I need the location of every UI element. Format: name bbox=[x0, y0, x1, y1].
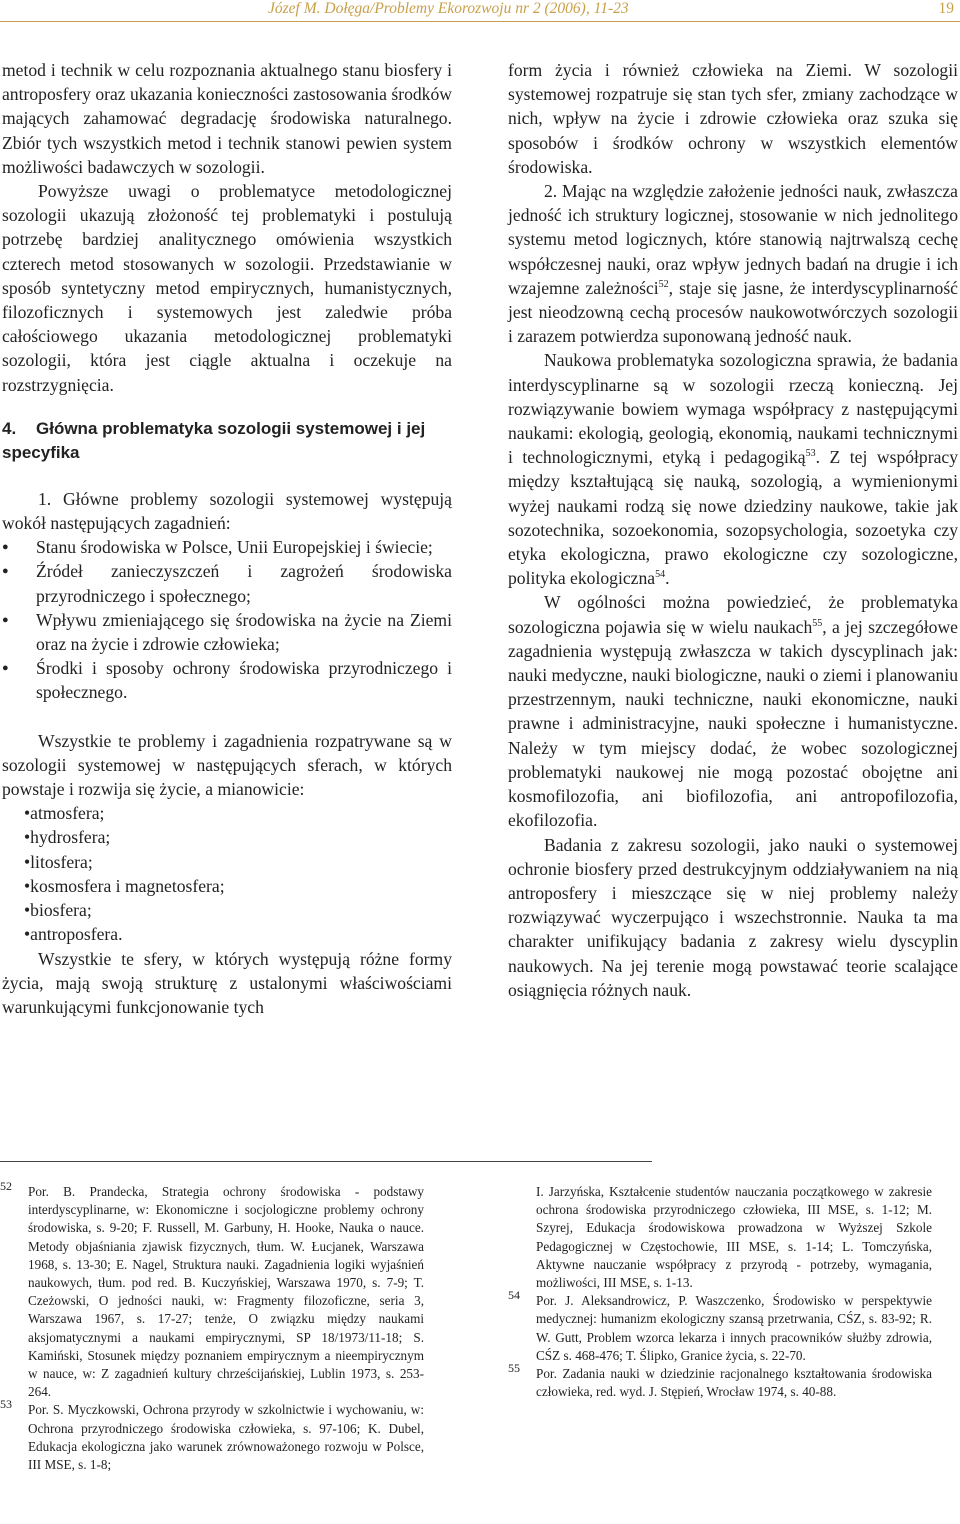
list-item: ● Wpływu zmieniającego się środowiska na życie na Ziemi oraz na życie i zdrowie człowieka; bbox=[2, 608, 452, 656]
paragraph: 1. Główne problemy sozologii systemowej występują wokół następujących zagadnień: bbox=[2, 488, 452, 534]
list-item: ● Źródeł zanieczyszczeń i zagrożeń środowiska przyrodniczego i społecznego; bbox=[2, 559, 452, 607]
paragraph: W ogólności można powiedzieć, że problematyka sozologiczna pojawia się w wielu naukach$^{55}$, a jej szczegółowe zagadnienia występują zwłaszcza w takich dyscyplinach jak: nauki medyczne, nauki biologiczne, nauki o ziemi i planowaniu przestrzennym, nauki techniczne, nauki ekonomiczne, nauki prawne i administracyjne, nauki społeczne i humanistyczne. Należy w tym miejscy dodać, że wobec sozologicznej problematyki naukowej nie mogą pozostać obojętne ani kosmofilozofia, ani biofilozofia, ani antropofilozofia, ekofilozofia. bbox=[508, 592, 958, 831]
paragraph: Wszystkie te sfery, w których występują różne formy życia, mają swoją strukturę z ustalonymi właściwościami warunkującymi funkcjonowanie tych bbox=[2, 948, 452, 1017]
header-rule bbox=[0, 21, 960, 22]
list-item: ● Stanu środowiska w Polsce, Unii Europejskiej i świecie; bbox=[2, 535, 452, 559]
paragraph: Naukowa problematyka sozologiczna sprawia, że badania interdyscyplinarne są w sozologii rzeczą konieczną. Jej rozwiązywanie bowiem wymaga współpracy z następującymi naukami: ekologią, geologią, ekonomią, naukami technicznymi i technologicznymi, etyką i pedagogiką$^{53}$. Z tej współpracy między kształtującą się nauką, sozologią, a wymienionymi wyżej naukami rodzą się nowe dziedziny naukowe, takie jak sozotechnika, sozoekonomia, sozopsychologia, sozoetyka czy etyka ekologiczna, prawo ekologiczne czy sozologiczne, polityka ekologiczna$^{54}$. bbox=[508, 350, 958, 589]
page-header bbox=[0, 0, 960, 24]
sphere-list bbox=[2, 801, 452, 946]
footnote-number: 52 bbox=[0, 1179, 12, 1193]
list-item: • litosfera; bbox=[2, 850, 452, 874]
footnote-number: 53 bbox=[0, 1397, 12, 1412]
page-number: 19 bbox=[938, 0, 954, 17]
footnote-ref[interactable]: 55 bbox=[812, 617, 823, 629]
paragraph: Badania z zakresu sozologii, jako nauki o systemowej ochronie biosfery przed destrukcyjnym oddziaływaniem na nią antroposfery i mieszczące się w niej problemy należy rozwiązywać wyczerpująco i wszechstronnie. Nauka ta ma charakter unifikujący badania z zakresy wielu dyscyplin naukowych. Na jej terenie mogą powstawać teorie scalające osiągnięcia różnych nauk. bbox=[508, 834, 958, 1000]
paragraph: 2. Mając na względzie założenie jedności nauk, zwłaszcza jedność ich struktury logicznej, stosowanie w nich jednolitego systemu metod logicznych, które stanowią najtrwalszą cechę współczesnej nauki, oraz wpływ jednych badań na drugie i ich wzajemne zależności$^{52}$, staje się jasne, że interdyscyplinarność jest nieodzowną cechą procesów naukowotwórczych sozologii i zarazem potwierdza suponowaną jedność nauk. bbox=[508, 181, 958, 347]
footnote-52: 52 Por. B. Prandecka, Strategia ochrony środowiska - podstawy interdyscyplinarne, w: Ekonomiczne i socjologiczne problemy ochrony środowiska, s. 9-20; F. Russell, M. Garbuny, H. Hooke, Nauka o nauce. Metody objaśniania zjawisk fizycznych, tłum. W. Łucjanek, Warszawa 1968, s. 13-30; E. Nagel, Struktura nauki. Zagadnienia logiki wyjaśnień naukowych, tłum. pod red. B. Kuczyńskiej, Warszawa 1970, s. 7-9; T. Czeżowski, O jedności nauki, w: Fragmenty filozoficzne, seria 3, Warszawa 1967, s. 17-27; tenże, O związku między naukami aksjomatycznymi a naukami empirycznymi, SP 18/1973/11-18; S. Kamiński, Stosunek między poznaniem empirycznym a nieempirycznym w nauce, w: Z zagadnień kultury chrześcijańskiej, Lublin 1973, s. 253-264. bbox=[0, 1179, 424, 1400]
paragraph: metod i technik w celu rozpoznania aktualnego stanu biosfery i antroposfery oraz ukazania konieczności zastosowania środków mających zahamować degradację środowiska naturalnego. Zbiór tych wszystkich metod i technik stanowi pewien system możliwości badawczych w sozologii. bbox=[2, 60, 452, 177]
footnote-ref[interactable]: 53 bbox=[805, 448, 816, 460]
footnote-55: 55 Por. Zadania nauki w dziedzinie racjonalnego kształtowania środowiska człowieka, red. wyd. J. Stępień, Wrocław 1974, s. 40-88. bbox=[508, 1361, 932, 1400]
left-column bbox=[2, 58, 452, 1019]
footnote-54: 54 Por. J. Aleksandrowicz, P. Waszczenko, Środowisko w perspektywie medycznej: humanizm ekologiczny szansą przetrwania, CŚZ, s. 83-92; R. W. Gutt, Problem wzorca lekarza i innych pracowników służby zdrowia, CŚZ s. 468-476; T. Ślipko, Granice życia, s. 22-70. bbox=[508, 1288, 932, 1363]
paragraph: Powyższe uwagi o problematyce metodologicznej sozologii ukazują złożoność tej problematyki i postulują potrzebę bardziej analitycznego omówienia wszystkich czterech metod stosowanych w sozologii. Przedstawianie w sposób syntetyczny metod empirycznych, humanistycznych, filozoficznych i systemowych jest zaledwie próba całościowego ukazania metodologicznej problematyki sozologii, która jest ciągle aktualna i oczekuje na rozstrzygnięcia. bbox=[2, 181, 452, 395]
footnote-separator bbox=[0, 1161, 652, 1162]
section-heading bbox=[2, 417, 452, 465]
footnote-ref[interactable]: 52 bbox=[658, 278, 669, 290]
footnote-ref[interactable]: 54 bbox=[655, 569, 666, 581]
section-title: Główna problematyka sozologii systemowej i jej specyfika bbox=[2, 418, 426, 462]
footnote-53: 53 Por. S. Myczkowski, Ochrona przyrody w szkolnictwie i wychowaniu, w: Ochrona przyrodniczego środowiska człowieka, s. 97-106; K. Dubel, Edukacja ekologiczna jako warunek zrównoważonego rozwoju w Polsce, III MSE, s. 1-8; bbox=[0, 1397, 424, 1473]
list-item: ● Środki i sposoby ochrony środowiska przyrodniczego i społecznego. bbox=[2, 656, 452, 704]
paragraph: Wszystkie te problemy i zagadnienia rozpatrywane są w sozologii systemowej w następujących sferach, w których powstaje i rozwija się życie, a mianowicie: bbox=[2, 730, 452, 800]
list-item: • antroposfera. bbox=[2, 922, 452, 946]
right-column bbox=[508, 58, 958, 1002]
footnote-number: 54 bbox=[508, 1288, 520, 1303]
list-item: • hydrosfera; bbox=[2, 825, 452, 849]
paragraph: form życia i również człowieka na Ziemi. W sozologii systemowej rozpatruje się stan tych sfer, zmiany zachodzące w nich, wpływ na życie i zdrowie człowieka oraz szuka się sposobów i środków ochrony w wszystkich elementów środowiska. bbox=[508, 60, 958, 177]
footnotes-left bbox=[0, 1179, 424, 1474]
list-item: • kosmosfera i magnetosfera; bbox=[2, 874, 452, 898]
list-item: • atmosfera; bbox=[2, 801, 452, 825]
list-item: • biosfera; bbox=[2, 898, 452, 922]
footnote-53-continued: I. Jarzyńska, Kształcenie studentów nauczania początkowego w zakresie ochrona środowiska przyrodniczego człowieka, III MSE, s. 1-12; M. Szyrej, Edukacja środowiskowa prowadzona w Wyższej Szkole Pedagogicznej w Częstochowie, III MSE, s. 1-14; L. Tomczyńska, Aktywne nauczanie współpracy z przyrodą - potrzeby, wymagania, możliwości, III MSE, s. 1-13. bbox=[536, 1184, 932, 1291]
running-title: Józef M. Dołęga/Problemy Ekorozwoju nr 2 (2006), 11-23 bbox=[268, 0, 629, 17]
footnotes-right bbox=[508, 1183, 932, 1401]
problem-list bbox=[2, 535, 452, 704]
section-number: 4. bbox=[2, 418, 17, 438]
footnote-number: 55 bbox=[508, 1361, 520, 1376]
